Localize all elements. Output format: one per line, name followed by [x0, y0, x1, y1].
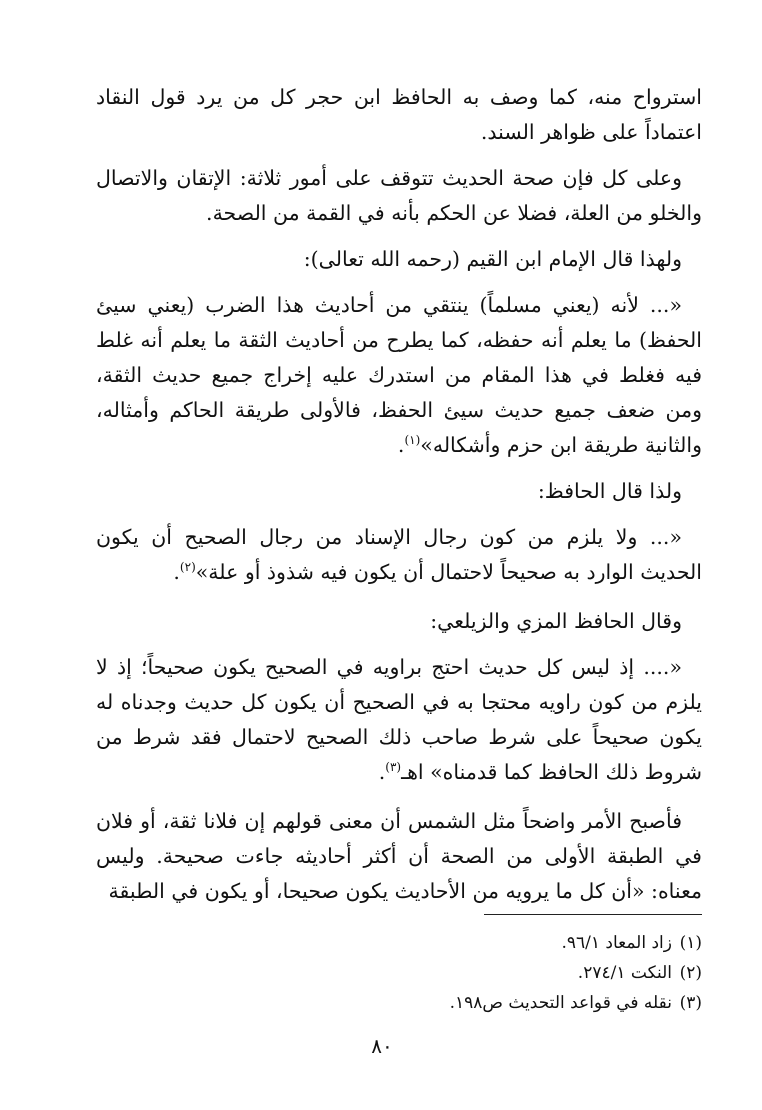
paragraph-1: استرواح منه، كما وصف به الحافظ ابن حجر كل من يرد قول النقاد اعتماداً على ظواهر السند.: [96, 85, 702, 144]
footnote-mark: (٣): [679, 993, 702, 1013]
main-text: [96, 80, 702, 909]
footnote-text: نقله في قواعد التحديث ص١٩٨.: [449, 993, 672, 1013]
footnote-3: [200, 988, 702, 1018]
footnote-mark: (٢): [679, 963, 702, 983]
footnote-divider: [484, 914, 702, 915]
page-number: ٨٠: [371, 1034, 393, 1058]
quote-almizzi: «.... إذ ليس كل حديث احتج براويه في الصحيح يكون صحيحاً؛ إذ لا يلزم من كون راويه محتجا به في الصحيح أن يكون كل حديث وجدناه له يكون صحيحاً على شرط صاحب ذلك الصحيح لاحتمال فقد شرط من شروط ذلك الحافظ كما قدمناه» اهـ$^{(٣)}$.: [96, 655, 702, 784]
paragraph-7: وقال الحافظ المزي والزيلعي:: [430, 609, 682, 633]
footnote-ref-3[interactable]: (٣): [385, 760, 402, 774]
quote-ibn-alqayyim: «... لأنه (يعني مسلماً) ينتقي من أحاديث هذا الضرب (يعني سيئ الحفظ) ما يعلم أنه حفظه، كما يطرح من أحاديث الثقة ما يعلم أنه غلط فيه فغلط في هذا المقام من استدرك عليه إخراج جميع حديث الثقة، ومن ضعف جميع حديث سيئ الحفظ، فالأولى طريقة الحاكم وأمثاله، والثانية طريقة ابن حزم وأشكاله»$^{(١)}$.: [96, 293, 702, 457]
footnote-2: [200, 958, 702, 988]
footnote-ref-1[interactable]: (١): [404, 433, 421, 447]
paragraph-5: ولذا قال الحافظ:: [537, 479, 682, 503]
footnote-ref-2[interactable]: (٢): [179, 560, 196, 574]
paragraph-2: وعلى كل فإن صحة الحديث تتوقف على أمور ثلاثة: الإتقان والاتصال والخلو من العلة، فضلا عن الحكم بأنه في القمة من الصحة.: [96, 166, 702, 225]
footnote-1: [200, 928, 702, 958]
footnote-text: النكت ٢٧٤/١.: [577, 963, 672, 983]
footnotes: [200, 928, 702, 1018]
footnote-mark: (١): [679, 933, 702, 953]
paragraph-3: ولهذا قال الإمام ابن القيم (رحمه الله تعالى):: [303, 247, 682, 271]
paragraph-9: فأصبح الأمر واضحاً مثل الشمس أن معنى قولهم إن فلانا ثقة، أو فلان في الطبقة الأولى من الصحة أن أكثر أحاديثه جاءت صحيحة. وليس معناه: «أن كل ما يرويه من الأحاديث يكون صحيحا، أو يكون في الطبقة: [96, 809, 702, 903]
quote-alhafiz: «... ولا يلزم من كون رجال الإسناد من رجال الصحيح أن يكون الحديث الوارد به صحيحاً لاحتمال أن يكون فيه شذوذ أو علة»$^{(٢)}$.: [96, 525, 702, 584]
footnote-text: زاد المعاد ٩٦/١.: [561, 933, 672, 953]
